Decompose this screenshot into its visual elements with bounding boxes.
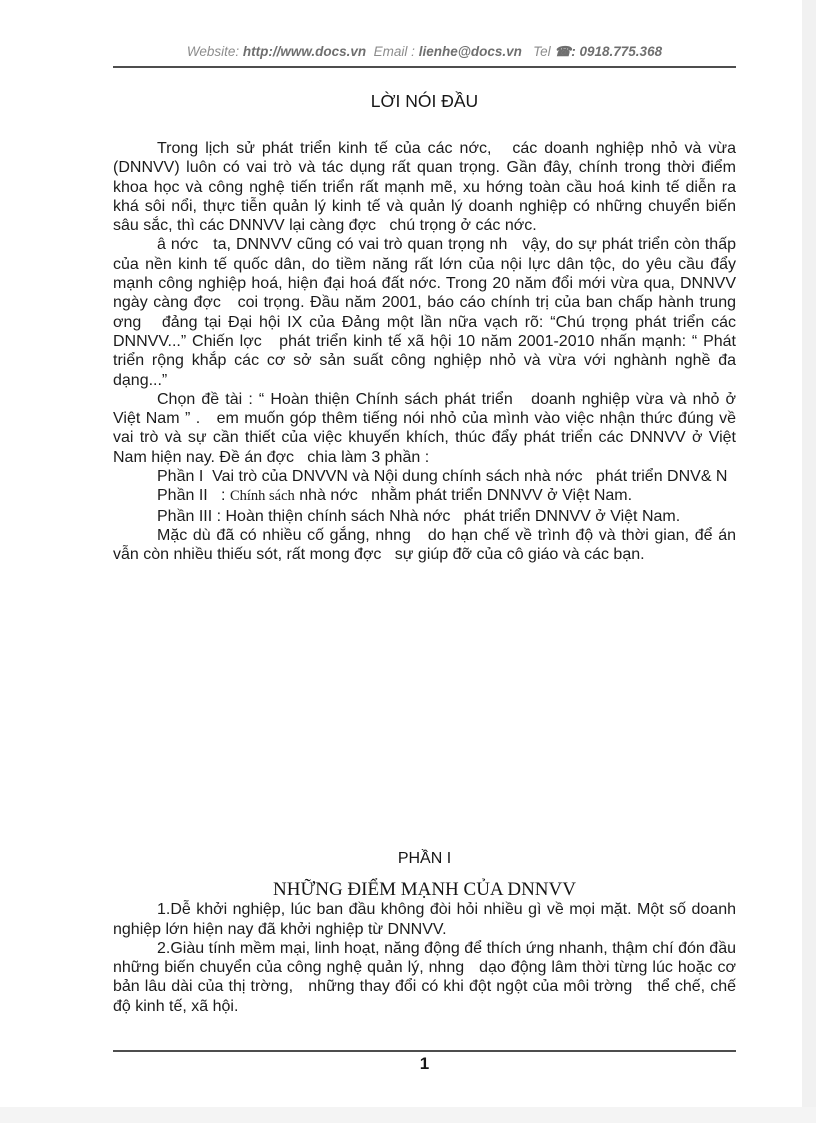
website-label: Website: <box>186 44 243 59</box>
website-url: http://www.docs.vn <box>242 44 367 59</box>
intro-paragraph-3: Chọn đề tài : “ Hoàn thiện Chính sách phát triển doanh nghiệp vừa và nhỏ ở Việt Nam ” . em muốn góp thêm tiếng nói nhỏ của mình vào việc nhận thức đúng về vai trò và sự cần thiết của việc khuyến khích, thúc đẩy phát triển các DNNVV ở Việt Nam hiện nay. Đề án đợc chia làm 3 phần : <box>113 390 741 466</box>
tel-separator: : <box>571 44 580 59</box>
outline-part2-prefix: Phần II : <box>157 487 230 505</box>
part-heading: PHẦN I <box>397 850 452 867</box>
tel-label: Tel <box>521 44 555 59</box>
page-header <box>113 44 736 60</box>
part-one-section <box>113 849 741 1016</box>
document-body <box>113 139 741 565</box>
outline-part2-line <box>113 486 736 506</box>
document-title: LỜI NÓI ĐẦU <box>370 91 479 111</box>
outline-part2-suffix: nhà nớc nhằm phát triển DNNVV ở Việt Nam. <box>294 487 633 505</box>
outline-part2-serif-text: Chính sách <box>229 488 295 505</box>
intro-paragraph-1: Trong lịch sử phát triển kinh tế của các nớc, các doanh nghiệp nhỏ và vừa (DNNVV) luôn có vai trò và tác dụng rất quan trọng. Gần đây, chính trong thời điểm khoa học và công nghệ tiến triển rất mạnh mẽ, xu hớng toàn cầu hoá kinh tế diễn ra khá sôi nổi, thực tiễn quản lý kinh tế và quản lý doanh nghiệp có những chuyển biến sâu sắc, thì các DNNVV lại càng đợc chú trọng ở các nớc. <box>113 140 741 235</box>
email-label: Email : <box>366 44 419 59</box>
strength-item-2: 2.Giàu tính mềm mại, linh hoạt, năng động để thích ứng nhanh, thậm chí đón đầu những biến chuyển của công nghệ quản lý, nhng dạo động lâm thời từng lúc hoặc cơ bản lâu dài của thị trờng, những thay đổi có khi đột ngột của môi trờng thể chế, chế độ kinh tế, xã hội. <box>113 939 741 1015</box>
outline-part3-line: Phần III : Hoàn thiện chính sách Nhà nớc phát triển DNNVV ở Việt Nam. <box>157 507 681 525</box>
header-divider <box>113 66 736 68</box>
email-address: lienhe@docs.vn <box>418 44 522 59</box>
strength-item-1: 1.Dễ khởi nghiệp, lúc ban đầu không đòi hỏi nhiều gì về mọi mặt. Một số doanh nghiệp lớn hiện nay đã khởi nghiệp từ DNNVV. <box>113 901 741 938</box>
closing-paragraph: Mặc dù đã có nhiều cố gắng, nhng do hạn chế về trình độ và thời gian, để án vẫn còn nhiều thiếu sót, rất mong đợc sự giúp đỡ của cô giáo và các bạn. <box>113 526 741 564</box>
page-number: 1 <box>419 1054 430 1073</box>
intro-paragraph-2: â nớc ta, DNNVV cũng có vai trò quan trọng nh vậy, do sự phát triển còn thấp của nền kinh tế quốc dân, do tiềm năng rất lớn của nội lực dân tộc, do yêu cầu đẩy mạnh công nghiệp hoá, hiện đại hoá đất nớc. Trong 20 năm đổi mới vừa qua, DNNVV ngày càng đợc coi trọng. Đầu năm 2001, báo cáo chính trị của ban chấp hành trung ơng đảng tại Đại hội IX của Đảng một lần nữa vạch rõ: “Chú trọng phát triển các DNNVV...” Chiến lợc phát triển kinh tế xã hội 10 năm 2001-2010 nhấn mạnh: “ Phát triển rộng khắp các cơ sở sản suất công nghiệp nhỏ và vừa với nghành nghề đa dạng...” <box>113 236 741 389</box>
page-edge-right <box>802 0 816 1123</box>
footer-divider <box>113 1050 736 1052</box>
page-edge-bottom <box>0 1107 816 1123</box>
outline-part1-line: Phần I Vai trò của DNVVN và Nội dung chính sách nhà nớc phát triển DNV& N <box>157 468 728 486</box>
part-subheading: NHỮNG ĐIỂM MẠNH CỦA DNNVV <box>273 879 576 901</box>
phone-icon: ☎ <box>554 44 572 59</box>
tel-number: 0918.775.368 <box>579 44 663 59</box>
